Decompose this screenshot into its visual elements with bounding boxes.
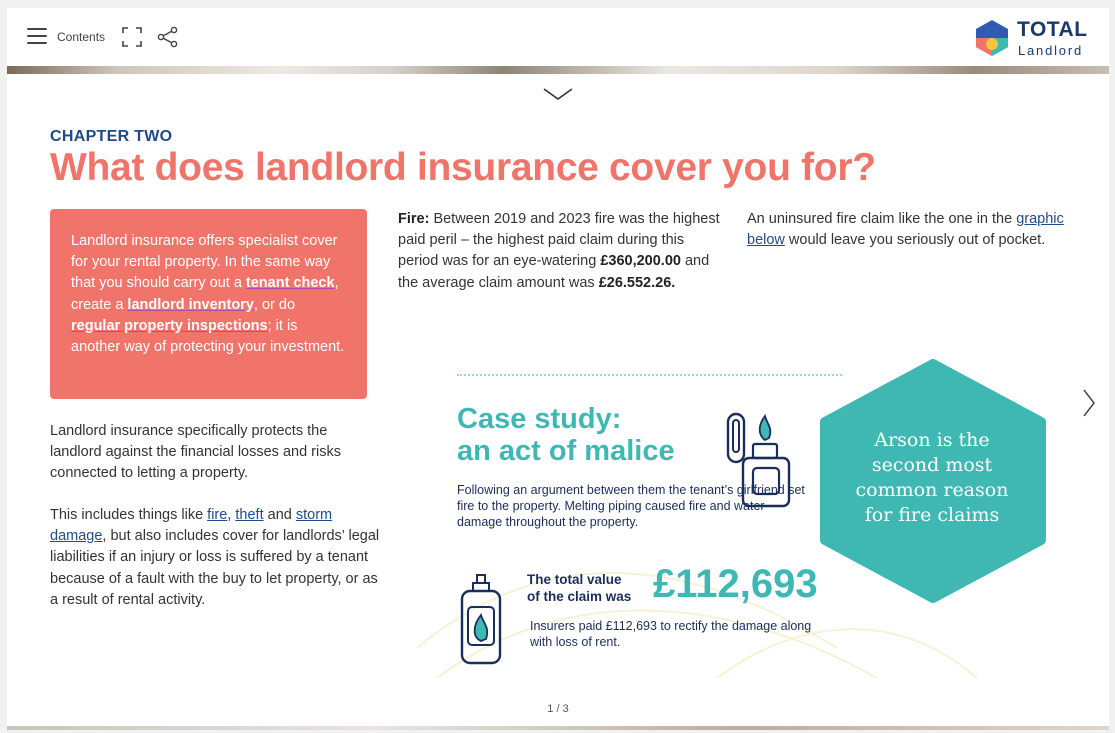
- total-landlord-logo[interactable]: [973, 18, 1099, 58]
- arson-line2: second most: [871, 454, 993, 476]
- logo-text-total: TOTAL: [1017, 18, 1088, 41]
- contents-button[interactable]: Contents: [57, 30, 106, 44]
- coverage-text-2: , but also includes cover for landlords’ legal liabilities if an injury or loss is suffered by a tenant because of a fault with the buy to let property, or as a result of rental activity.: [50, 528, 380, 608]
- hamburger-menu-icon[interactable]: [27, 28, 47, 46]
- highest-claim-value: £360,200.00: [600, 253, 681, 270]
- dotted-divider: [457, 374, 842, 376]
- intro-text-2: , create a: [71, 275, 339, 313]
- tenant-check-link[interactable]: tenant check: [245, 275, 335, 292]
- uninsured-text-2: would leave you seriously out of pocket.: [784, 232, 1046, 249]
- case-study-title-line2: an act of malice: [457, 435, 675, 467]
- coverage-sep-1: ,: [227, 507, 236, 523]
- case-study-title-line1: Case study:: [457, 403, 622, 435]
- average-claim-value: £26.552.26.: [598, 274, 676, 291]
- uninsured-paragraph: [747, 209, 1077, 251]
- logo-hexagon-icon: [973, 18, 1011, 58]
- total-label-line1: The total value: [527, 572, 622, 587]
- intro-text-1: Landlord insurance offers specialist cover for your rental property. In the same way that you should carry out a: [71, 233, 338, 292]
- page-title: What does landlord insurance cover you for?: [50, 146, 876, 189]
- insurer-note: Insurers paid £112,693 to rectify the damage along with loss of rent.: [530, 619, 812, 649]
- header-photo-strip: [7, 66, 1109, 74]
- arson-fact-text: [832, 428, 1032, 528]
- coverage-text-1: This includes things like: [50, 507, 208, 523]
- landlord-inventory-link[interactable]: landlord inventory: [127, 296, 254, 313]
- fire-extinguisher-icon: [457, 573, 507, 668]
- case-study-title: [457, 403, 675, 467]
- chevron-down-icon[interactable]: [542, 86, 574, 102]
- fire-text-1: Between 2019 and 2023 fire was the highest paid peril – the highest paid claim during this period was for an eye-watering: [398, 211, 720, 270]
- coverage-paragraph: [50, 505, 380, 611]
- graphic-below-link[interactable]: graphic below: [747, 211, 1064, 249]
- intro-text-3: , or do: [253, 296, 296, 313]
- coverage-sep-2: and: [263, 507, 296, 523]
- case-study-infographic: [417, 348, 1057, 678]
- footer-photo-strip: [7, 726, 1109, 730]
- fire-text-2: and the average claim amount was: [398, 253, 710, 291]
- arson-line4: for fire claims: [864, 504, 1000, 526]
- flipbook-page: [7, 8, 1109, 730]
- arson-line1: Arson is the: [874, 429, 990, 451]
- total-label-line2: of the claim was: [527, 589, 632, 604]
- intro-text-4: ; it is another way of protecting your investment.: [71, 317, 345, 356]
- share-icon[interactable]: [157, 26, 179, 48]
- uninsured-text-1: An uninsured fire claim like the one in the: [747, 211, 1017, 227]
- protection-paragraph: Landlord insurance specifically protects the landlord against the financial losses and risks connected to letting a property.: [50, 423, 341, 482]
- arson-line3: common reason: [855, 479, 1009, 501]
- lighter-icon: [723, 408, 793, 510]
- top-toolbar: [7, 8, 1109, 66]
- storm-damage-link[interactable]: storm damage: [50, 507, 333, 545]
- fire-label: Fire:: [398, 211, 430, 227]
- chevron-right-icon[interactable]: [1081, 388, 1097, 418]
- chapter-label: CHAPTER TWO: [50, 128, 173, 145]
- theft-link[interactable]: theft: [235, 507, 264, 523]
- regular-inspections-link[interactable]: regular property inspections: [71, 317, 268, 334]
- fullscreen-icon[interactable]: [121, 26, 143, 48]
- intro-callout-box: [50, 209, 367, 399]
- logo-text-landlord: Landlord: [1018, 43, 1083, 58]
- total-claim-amount: £112,693: [653, 562, 818, 606]
- fire-paragraph: [398, 209, 728, 294]
- page-indicator: 1 / 3: [547, 703, 569, 715]
- total-value-label: [527, 571, 631, 605]
- case-study-description: Following an argument between them the tenant’s girlfriend set fire to the property. Melting piping caused fire and water damage throughout the property.: [457, 483, 805, 529]
- fire-link[interactable]: fire: [207, 507, 228, 523]
